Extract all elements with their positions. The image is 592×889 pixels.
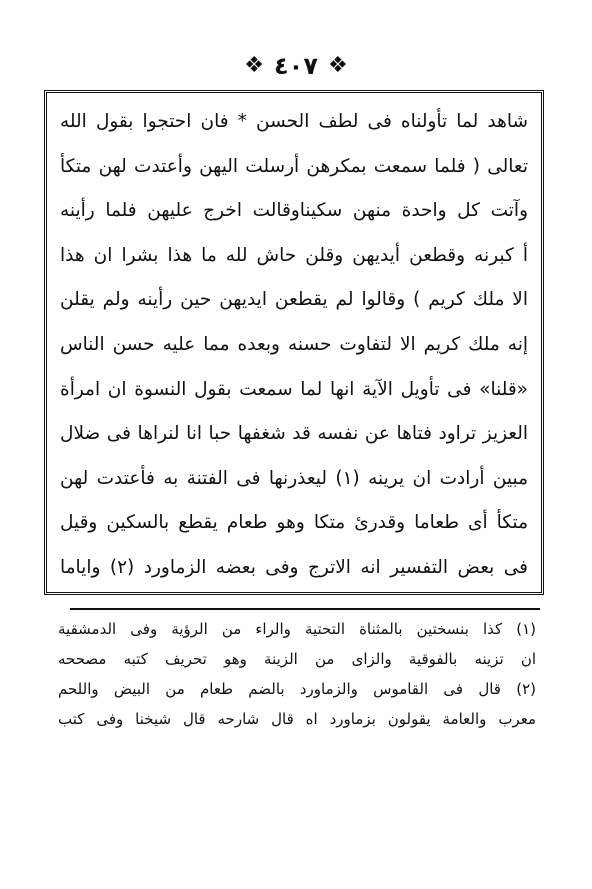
footnote-line: (١) كذا بنسختين بالمثناة التحتية والراء من الرؤية وفى الدمشقية: [58, 620, 536, 638]
footnotes-block: [58, 614, 536, 754]
footnote-line: معرب والعامة يقولون بزماورد اه قال شارحه قال شيخنا وفى كتب: [58, 710, 536, 728]
ornament-right-icon: ❖: [327, 53, 348, 78]
text-line: إنه ملك كريم الا لتفاوت حسنه وبعده مما عليه حسن الناس: [60, 333, 528, 355]
page-header: [0, 46, 592, 86]
footnote-line: ان تزينه بالفوقية والزاى من الزينة وهو تحريف كتبه مصححه: [58, 650, 536, 668]
main-text-block: [60, 100, 528, 588]
ornament-left-icon: ❖: [244, 53, 265, 78]
text-line: مبين أرادت ان يرينه (١) ليعذرنها فى الفتنة به فأعتدت لهن: [60, 467, 528, 489]
text-line: وآتت كل واحدة منهن سكيناوقالت اخرج عليهن فلما رأينه: [60, 200, 528, 222]
text-line: أ كبرنه وقطعن أيديهن وقلن حاش لله ما هذا بشرا ان هذا: [60, 244, 528, 266]
text-line: متكأ أى طعاما وقدرئ متكا وهو طعام يقطع بالسكين وقيل: [60, 512, 528, 534]
footnote-line: (٢) قال فى القاموس والزماورد بالضم طعام من البيض واللحم: [58, 680, 536, 698]
text-line: الا ملك كريم ) وقالوا لم يقطعن ايديهن حين رأينه ولم يقلن: [60, 289, 528, 311]
text-line: «قلنا» فى تأويل الآية انها لما سمعت بقول النسوة ان امرأة: [60, 378, 528, 400]
footnote-separator: [70, 608, 540, 610]
page-number-group: [244, 52, 347, 80]
text-line: فى بعض التفسير انه الاترج وفى بعضه الزماورد (٢) واياما: [60, 556, 528, 578]
text-line: تعالى ( فلما سمعت بمكرهن أرسلت اليهن وأعتدت لهن متكأ: [60, 155, 528, 177]
text-line: العزيز تراود فتاها عن نفسه قد شغفها حبا انا لنراها فى ضلال: [60, 423, 528, 445]
text-line: شاهد لما تأولناه فى لطف الحسن * فان احتجوا بقول الله: [60, 111, 528, 132]
page-number: ٤٠٧: [274, 52, 318, 80]
